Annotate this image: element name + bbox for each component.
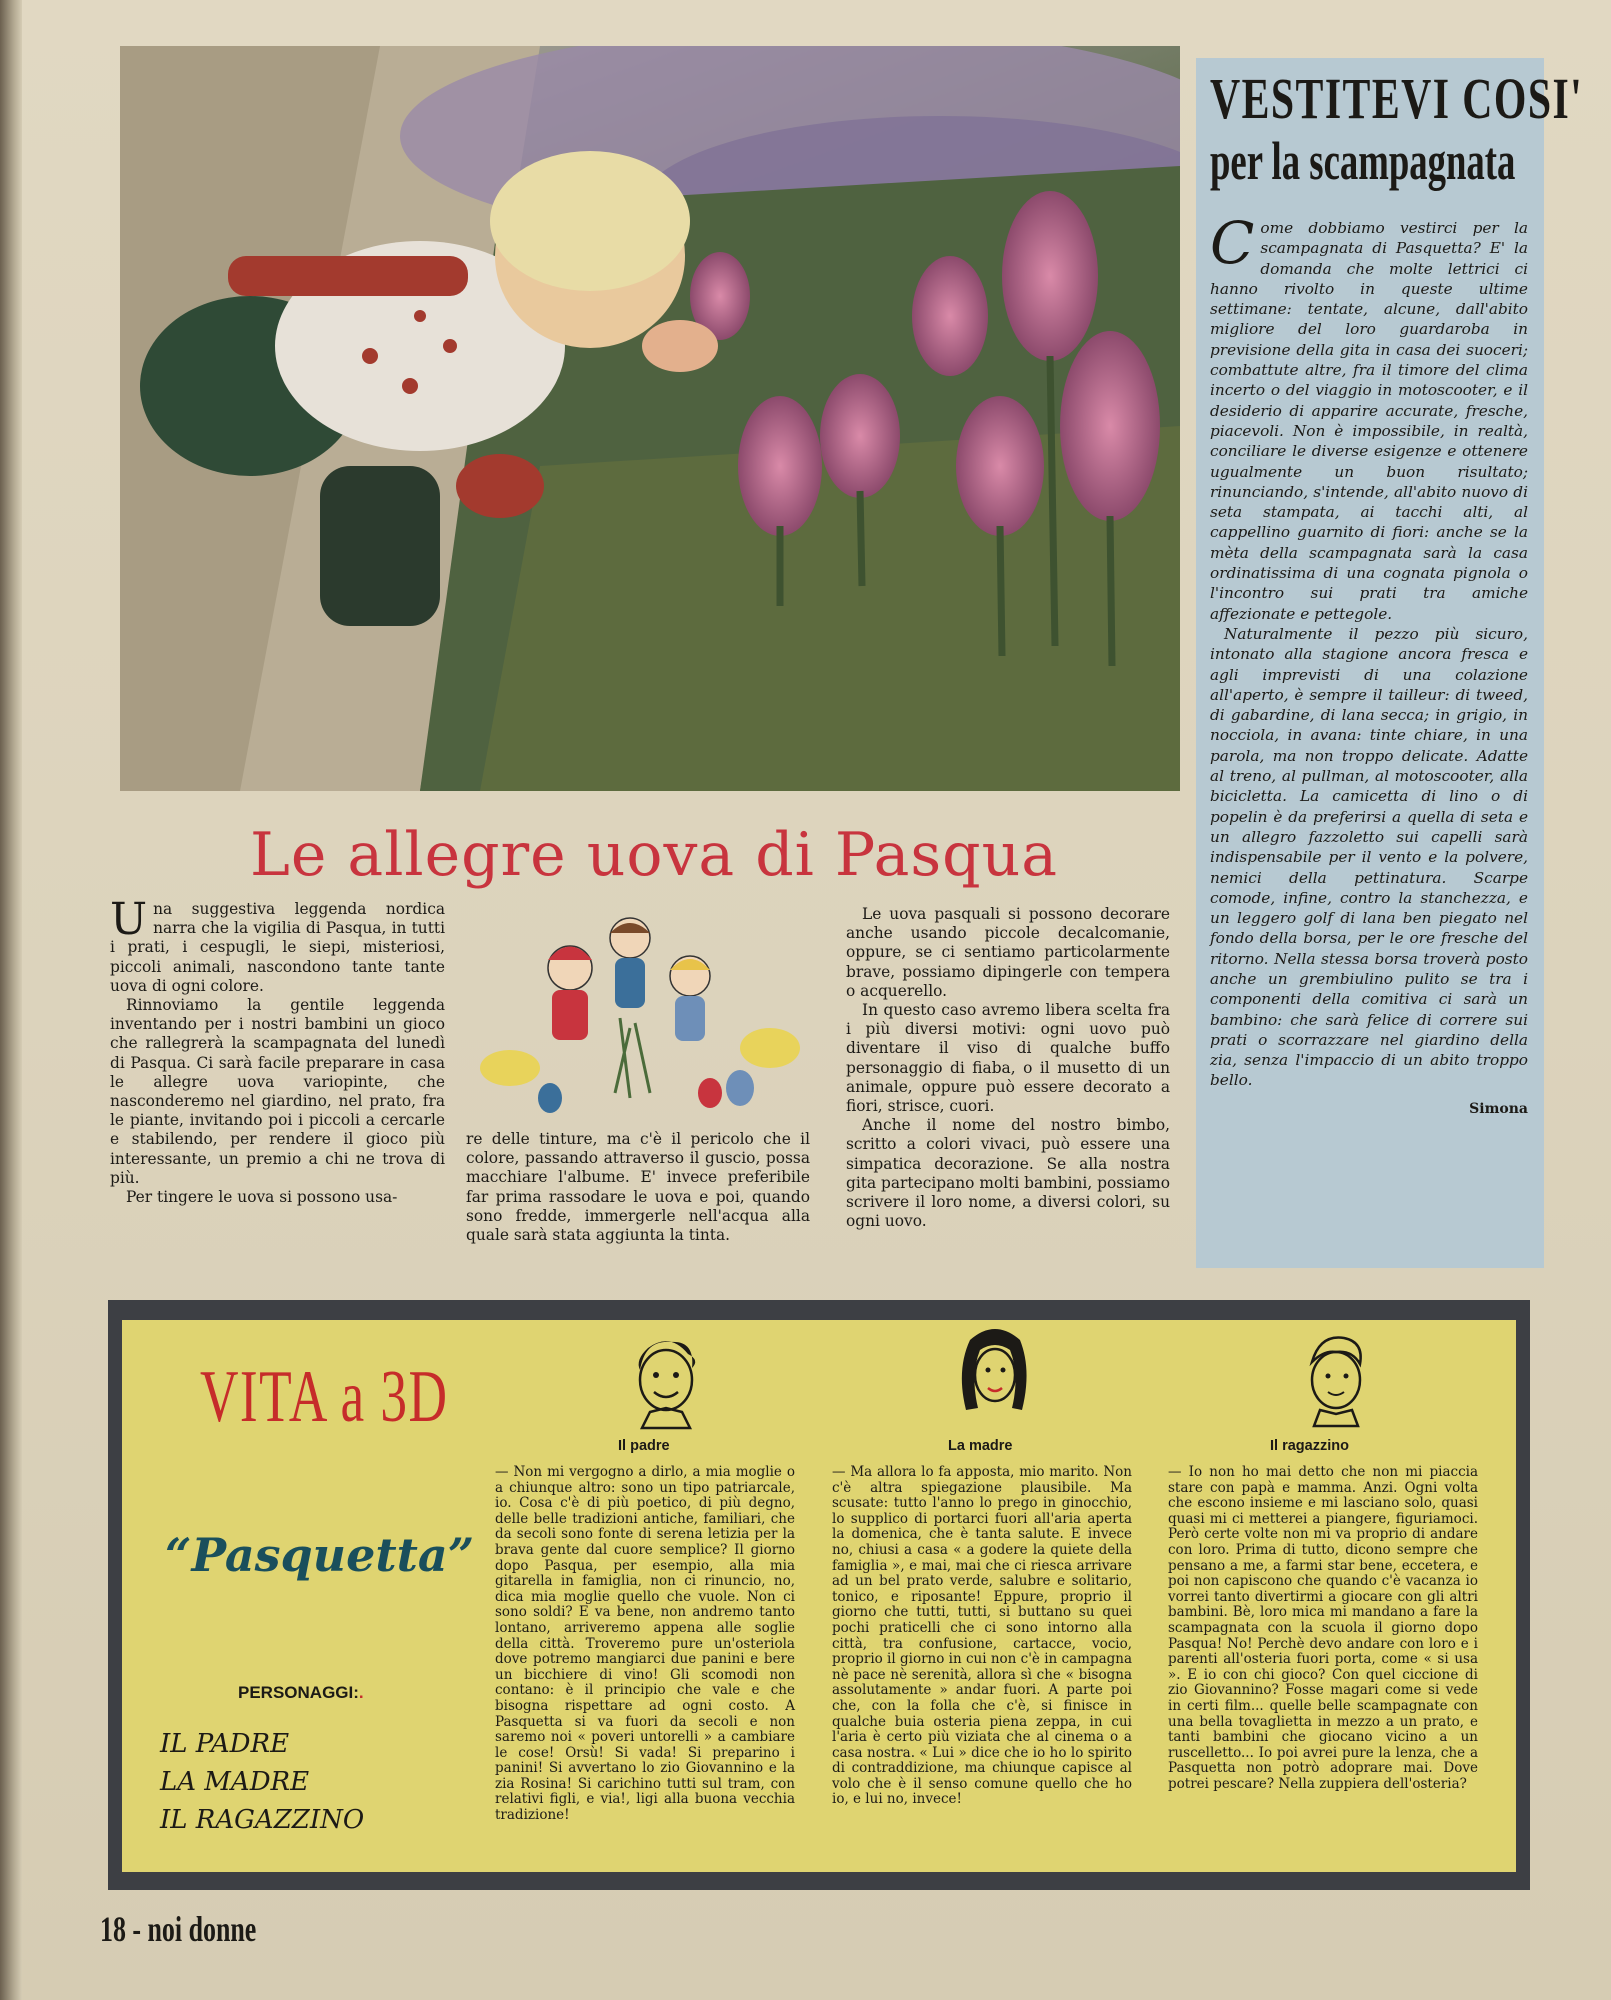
boy-face-icon xyxy=(1290,1328,1380,1428)
article-paragraph: In questo caso avremo libera scelta fra i più diversi motivi: ogni uovo può diventare il viso di qualche buffo personaggio di fiaba, o il musetto di un animale, oppure può essere decorato a fiori, strisce, cuori. xyxy=(846,1001,1170,1116)
ragazzino-label: Il ragazzino xyxy=(1270,1438,1349,1454)
padre-monologue xyxy=(495,1465,795,1824)
personaggi-label-text: PERSONAGGI: xyxy=(238,1683,359,1702)
sidebar-subtitle: per la scampagnata xyxy=(1210,131,1516,191)
article-paragraph xyxy=(110,894,445,996)
madre-monologue xyxy=(832,1465,1132,1808)
padre-label: Il padre xyxy=(618,1438,670,1454)
monologue-text: — Ma allora lo fa apposta, mio marito. Non c'è altra spiegazione plausibile. Ma scusate: tutto l'anno lo prego in ginocchio, lo supplico di portarci fuori all'aria aperta la domenica, che è tanta salute. E invece no, chiusi a casa « a godere la quiete della famiglia », e mai, mai che ci riesca arrivare ad un bel prato verde, salubre e solitario, tonico, e riposante! Eppure, proprio il giorno che tutti, tutti, si buttano su quei pochi praticelli che ci sono intorno alla città, tra confusione, cartacce, vocio, proprio il giorno in cui non c'è in campagna nè pace nè serenità, allora sì che « bisogna assolutamente » andar fuori. A parte poi che, con la folla che c'è, si finisce in qualche buia osteria piena zeppa, in cui l'aria è certo più viziata che al cinema o a casa nostra. « Lui » dice che io ho lo spirito di contraddizione, ma chiunque capisce al volo che è il senso comune quello che ho io, e lui no, invece! xyxy=(832,1464,1132,1808)
mother-face-icon xyxy=(950,1320,1040,1420)
monologue-text: — Io non ho mai detto che non mi piaccia stare con papà e mamma. Anzi. Ogni volta che escono insieme e mi lasciano solo, quasi quasi mi ci metterei a piangere, figuriamoci. Però certe volte non mi va proprio di andare con loro. Prima di tutto, dicono sempre che pensano a me, a farmi star bene, eccetera, e poi non capiscono che quando c'è vacanza io vorrei tanto divertirmi a giocare con gli altri bambini. Bè, loro mica mi mandano a fare la scampagnata con la scuola il giorno dopo Pasqua! No! Perchè devo andare con loro e i parenti all'osteria fuori porta, come « si usa ». E io con chi gioco? Con quel ciccione di zio Giovannino? Fosse magari come si vede in certi film... quelle belle scampagnate con una bella tovaglietta in mezzo a un prato, e tanti bambini che giocano vicino a un ruscelletto... Io poi avrei pure la lenza, che a Pasquetta non potrò adoprare mai. Dove potrei pescare? Nella zuppiera dell'osteria? xyxy=(1168,1464,1478,1792)
children-easter-eggs-illustration xyxy=(470,898,810,1118)
child-smelling-hyacinths-photo xyxy=(120,46,1180,791)
article-paragraph-text: na suggestiva leggenda nordica narra che la vigilia di Pasqua, in tutti i prati, i cespugli, le siepi, misteriosi, piccoli animali, nascondono tante tante uova di ogni colore. xyxy=(110,900,445,995)
personaggi-dot: . xyxy=(358,1683,364,1702)
sidebar-title: VESTITEVI COSI' xyxy=(1210,66,1584,131)
personaggi-list xyxy=(160,1725,364,1839)
personaggio-item: IL PADRE xyxy=(160,1729,290,1759)
sidebar-paragraph xyxy=(1210,209,1528,624)
sidebar-paragraph-text: ome dobbiamo vestirci per la scampagnata di Pasquetta? E' la domanda che molte lettrici ci hanno rivolto in queste ultime settimane: tentate, alcune, dall'abito migliore del loro guardaroba in previsione della gita in casa dei suoceri; combattute altre, fra il timore del clima incerto o del viaggio in motoscooter, e il desiderio di apparire accurate, fresche, piacevoli. Non è impossibile, in realtà, conciliare le diverse esigenze e ottenere ugualmente un buon risultato; rinunciando, s'intende, all'abito nuovo di seta stampata, ai tacchi alti, al cappellino guarnito di fiori: anche se la mèta della scampagnata sarà la casa ordinatissima di una cognata pignola o l'incontro sui prati tra amiche affezionate e pettegole. xyxy=(1210,219,1528,623)
article-column-1 xyxy=(110,894,445,1207)
vita-episode-title: “Pasquetta” xyxy=(165,1528,475,1582)
article-column-3 xyxy=(846,905,1170,1231)
article-column-2 xyxy=(466,1130,810,1245)
sidebar-dropcap: C xyxy=(1210,209,1255,277)
sidebar-body xyxy=(1210,209,1528,1091)
personaggio-item: IL RAGAZZINO xyxy=(160,1805,365,1835)
article-dropcap: U xyxy=(110,894,148,945)
ragazzino-monologue xyxy=(1168,1465,1478,1792)
personaggio-item: LA MADRE xyxy=(160,1767,310,1797)
article-paragraph: Anche il nome del nostro bimbo, scritto a colori vivaci, può essere una simpatica decorazione. Se alla nostra gita partecipano molti bambini, possiamo scrivere il loro nome, a diversi colori, su ogni uovo. xyxy=(846,1116,1171,1231)
fashion-sidebar xyxy=(1196,58,1584,1268)
sidebar-signature: Simona xyxy=(1469,1100,1528,1117)
photo-illustration xyxy=(120,46,1180,791)
page-binding-edge xyxy=(0,0,22,2000)
madre-label: La madre xyxy=(948,1438,1013,1454)
monologue-text: — Non mi vergogno a dirlo, a mia moglie o a chiunque altro: sono un tipo patriarcale, io. Cosa c'è di più poetico, di più degno, delle belle tradizioni antiche, familiari, che da secoli sono fonte di serena letizia per la brava gente dal cuore semplice? Il giorno dopo Pasqua, per esempio, alla mia gitarella in famiglia, non ci rinuncio, no, dica mia moglie quello che vuole. Non ci sono soldi? E va bene, non andremo tanto lontano, arriveremo appena alle soglie della città. Troveremo pure un'osteriola dove potremo mangiarci due panini e bere un bicchiere di vino! Gli scomodi non contano: è il principio che vale e che bisogna rispettare ad ogni costo. A Pasquetta si va fuori da secoli e non saremo noi « poveri untorelli » a cambiare le cose! Orsù! Si vada! Si preparino i panini! Si avvertano lo zio Giovannino e la zia Rosina! Si carichino tutti sul tram, con relativi figli, e via!, ligi alla buona vecchia tradizione! xyxy=(495,1464,795,1824)
father-face-icon xyxy=(620,1330,710,1430)
personaggi-label xyxy=(238,1683,364,1703)
article-paragraph: Per tingere le uova si possono usa- xyxy=(126,1188,398,1207)
vita-3d-title: VITA a 3D xyxy=(200,1356,449,1438)
sidebar-paragraph: Naturalmente il pezzo più sicuro, intonato alla stagione ancora fresca e agli imprevisti di una colazione all'aperto, è sempre il tailleur: di tweed, di gabardine, di lana secca; in grigio, in nocciola, in avana: tinte chiare, in una parola, ma non troppo delicate. Adatte al treno, al pullman, al motoscooter, alla bicicletta. La camicetta di lino o di popelin è da preferirsi a quella di seta e un allegro fazzoletto sui capelli sarà indispensabile per il vento e la polvere, nemici della pettinatura. Scarpe comode, infine, contro la stanchezza, e un leggero golf di lana ben piegato nel fondo della borsa, per le ore fresche del ritorno. Nella stessa borsa troverà posto anche un grembiulino pulito se tra i componenti della comitiva ci sarà un bambino: che sarà felice di correre sui prati o scorrazzare nel giardino della zia, senza l'impaccio di un abito troppo bello. xyxy=(1210,624,1528,1090)
article-paragraph: re delle tinture, ma c'è il pericolo che il colore, passando attraverso il guscio, possa macchiare l'albume. E' invece preferibile far prima rassodare le uova e poi, quando sono fredde, immergerle nell'acqua alla quale sarà stata aggiunta la tinta. xyxy=(466,1130,810,1245)
page-folio: 18 - noi donne xyxy=(100,1909,257,1949)
article-paragraph: Rinnoviamo la gentile leggenda inventando per i nostri bambini un gioco che rallegrerà la scampagnata del lunedì di Pasqua. Ci sarà facile preparare in casa le allegre uova variopinte, che nasconderemo nel giardino, nel prato, fra le piante, invitando poi i piccoli a cercarle e stabilendo, per rendere il gioco più interessante, un premio a chi ne trova di più. xyxy=(110,996,445,1187)
article-paragraph: Le uova pasquali si possono decorare anche usando piccole decalcomanie, oppure, se ci sentiamo particolarmente brave, possiamo dipingerle con tempera o acquerello. xyxy=(846,905,1170,1000)
article-headline: Le allegre uova di Pasqua xyxy=(250,820,1058,890)
